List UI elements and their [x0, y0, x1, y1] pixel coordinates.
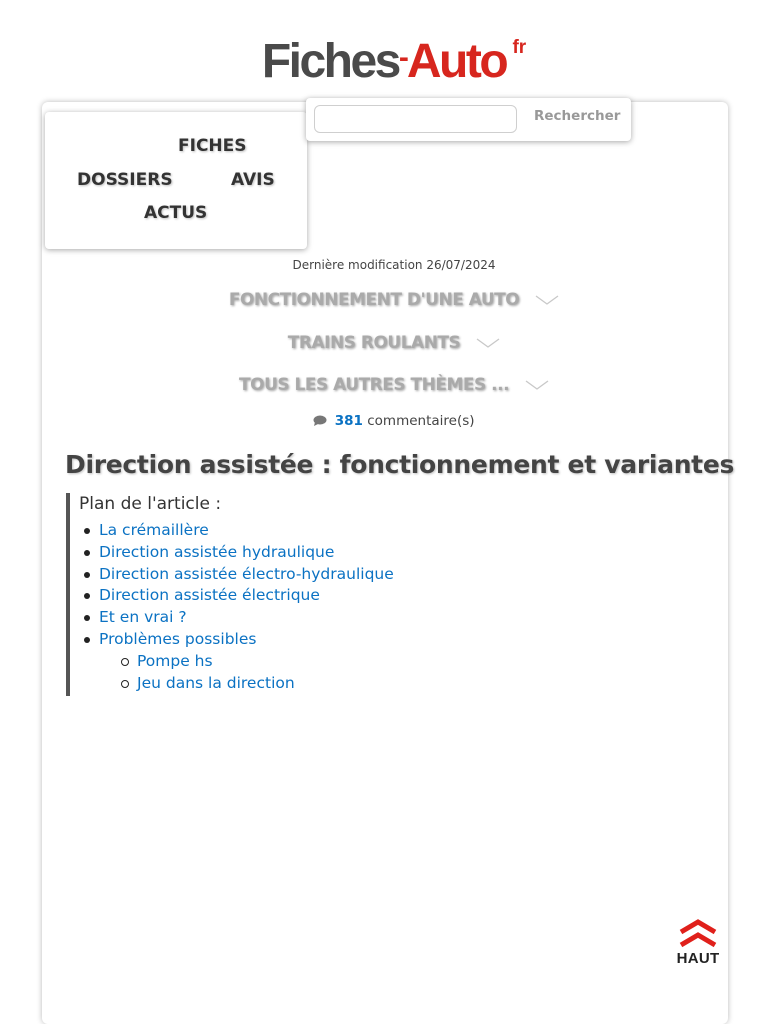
main-menu: [45, 112, 307, 249]
toc-link-electrique[interactable]: Direction assistée électrique: [99, 586, 320, 605]
toc-item: [79, 629, 626, 694]
site-logo[interactable]: [0, 35, 768, 94]
back-to-top-label: HAUT: [676, 950, 720, 967]
toc-item: [79, 564, 626, 586]
comment-icon: [313, 415, 327, 426]
theme-dropdown-autres-themes[interactable]: [0, 375, 768, 395]
search-button[interactable]: Rechercher: [534, 108, 621, 124]
chevron-down-icon: [525, 379, 549, 391]
toc-link-jeu-direction[interactable]: Jeu dans la direction: [137, 673, 295, 692]
logo-suffix-fr: fr: [512, 37, 527, 58]
theme-label: TRAINS ROULANTS: [287, 333, 461, 353]
comments-count[interactable]: 381: [334, 413, 363, 429]
double-chevron-up-icon: [677, 918, 719, 948]
menu-item-actus[interactable]: ACTUS: [144, 203, 208, 223]
chevron-down-icon: [476, 337, 500, 349]
search-box: [306, 98, 631, 141]
toc-link-cremaillere[interactable]: La crémaillère: [99, 521, 209, 539]
menu-item-avis[interactable]: AVIS: [231, 170, 275, 190]
toc-subitem: [99, 651, 626, 673]
back-to-top-button[interactable]: [674, 918, 722, 967]
comments-link[interactable]: [0, 413, 768, 429]
toc-item: [79, 520, 626, 542]
theme-dropdown-trains-roulants[interactable]: [0, 333, 768, 353]
toc-link-et-en-vrai[interactable]: Et en vrai ?: [99, 608, 187, 627]
search-input[interactable]: [314, 105, 517, 133]
toc-item: [79, 585, 626, 607]
toc-link-hydraulique[interactable]: Direction assistée hydraulique: [99, 542, 335, 561]
theme-label: TOUS LES AUTRES THÈMES ...: [239, 375, 510, 395]
table-of-contents: [66, 493, 626, 696]
toc-item: [79, 542, 626, 564]
toc-link-electro-hydraulique[interactable]: Direction assistée électro-hydraulique: [99, 564, 394, 583]
menu-item-dossiers[interactable]: DOSSIERS: [77, 170, 173, 190]
toc-link-pompe-hs[interactable]: Pompe hs: [137, 651, 213, 670]
toc-subitem: [99, 673, 626, 695]
last-modified-date: Dernière modification 26/07/2024: [292, 258, 496, 272]
article-title: Direction assistée : fonctionnement et variantes: [65, 450, 735, 479]
toc-link-problemes[interactable]: Problèmes possibles: [99, 629, 257, 648]
toc-heading: Plan de l'article :: [79, 494, 222, 514]
chevron-down-icon: [535, 294, 559, 306]
theme-label: FONCTIONNEMENT D'UNE AUTO: [228, 290, 520, 310]
toc-sublist: [99, 651, 626, 695]
logo-text-auto: Auto: [406, 35, 507, 88]
comments-label: commentaire(s): [367, 413, 475, 429]
logo-dash: -: [398, 41, 407, 74]
toc-item: [79, 607, 626, 629]
theme-dropdown-fonctionnement[interactable]: [0, 290, 768, 310]
logo-text-fiches: Fiches: [261, 35, 399, 88]
menu-item-fiches[interactable]: FICHES: [178, 136, 247, 156]
toc-list: [79, 520, 626, 694]
